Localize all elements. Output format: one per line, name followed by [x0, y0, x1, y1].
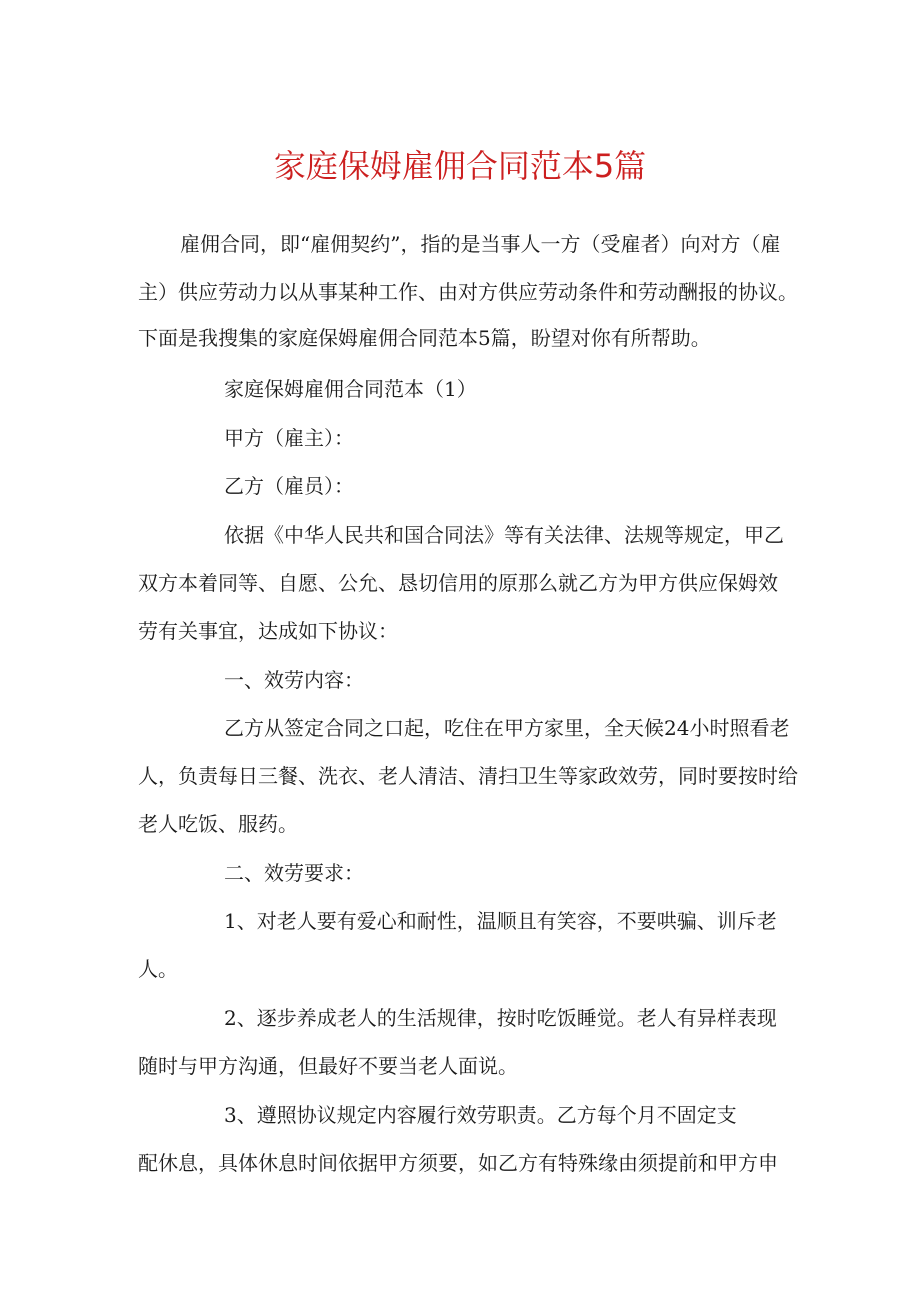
paragraph-line: 劳有关事宜，达成如下协议：	[138, 619, 398, 643]
paragraph-line: 乙方从签定合同之口起，吃住在甲方家里，全天候24小时照看老	[224, 716, 790, 740]
list-item: 2、逐步养成老人的生活规律，按时吃饭睡觉。老人有异样表现	[224, 1006, 777, 1030]
party-a-label: 甲方（雇主）：	[224, 426, 354, 450]
list-item-continuation: 人。	[138, 957, 178, 981]
paragraph-line: 下面是我搜集的家庭保姆雇佣合同范本5篇，盼望对你有所帮助。	[138, 326, 711, 350]
paragraph-line: 主）供应劳动力以从事某种工作、由对方供应劳动条件和劳动酬报的协议。	[138, 280, 798, 304]
list-item: 1、对老人要有爱心和耐性，温顺且有笑容，不要哄骗、训斥老	[224, 909, 777, 933]
section-heading: 一、效劳内容：	[224, 668, 364, 692]
list-item: 3、遵照协议规定内容履行效劳职责。乙方每个月不固定支	[224, 1103, 737, 1127]
section-heading: 家庭保姆雇佣合同范本（1）	[224, 377, 477, 401]
section-heading: 二、效劳要求：	[224, 861, 364, 885]
paragraph-line: 人，负责每日三餐、洗衣、老人清洁、清扫卫生等家政效劳，同时要按时给	[138, 764, 798, 788]
paragraph-line: 老人吃饭、服药。	[138, 812, 298, 836]
paragraph-line: 雇佣合同，即“雇佣契约”，指的是当事人一方（受雇者）向对方（雇	[180, 232, 781, 256]
list-item-continuation: 随时与甲方沟通，但最好不要当老人面说。	[138, 1054, 518, 1078]
list-item-continuation: 配休息，具体休息时间依据甲方须要，如乙方有特殊缘由须提前和甲方申	[138, 1151, 778, 1175]
party-b-label: 乙方（雇员）：	[224, 474, 354, 498]
paragraph-line: 双方本着同等、自愿、公允、恳切信用的原那么就乙方为甲方供应保姆效	[138, 571, 778, 595]
document-title: 家庭保姆雇佣合同范本5篇	[273, 147, 647, 185]
paragraph-line: 依据《中华人民共和国合同法》等有关法律、法规等规定，甲乙	[224, 523, 784, 547]
